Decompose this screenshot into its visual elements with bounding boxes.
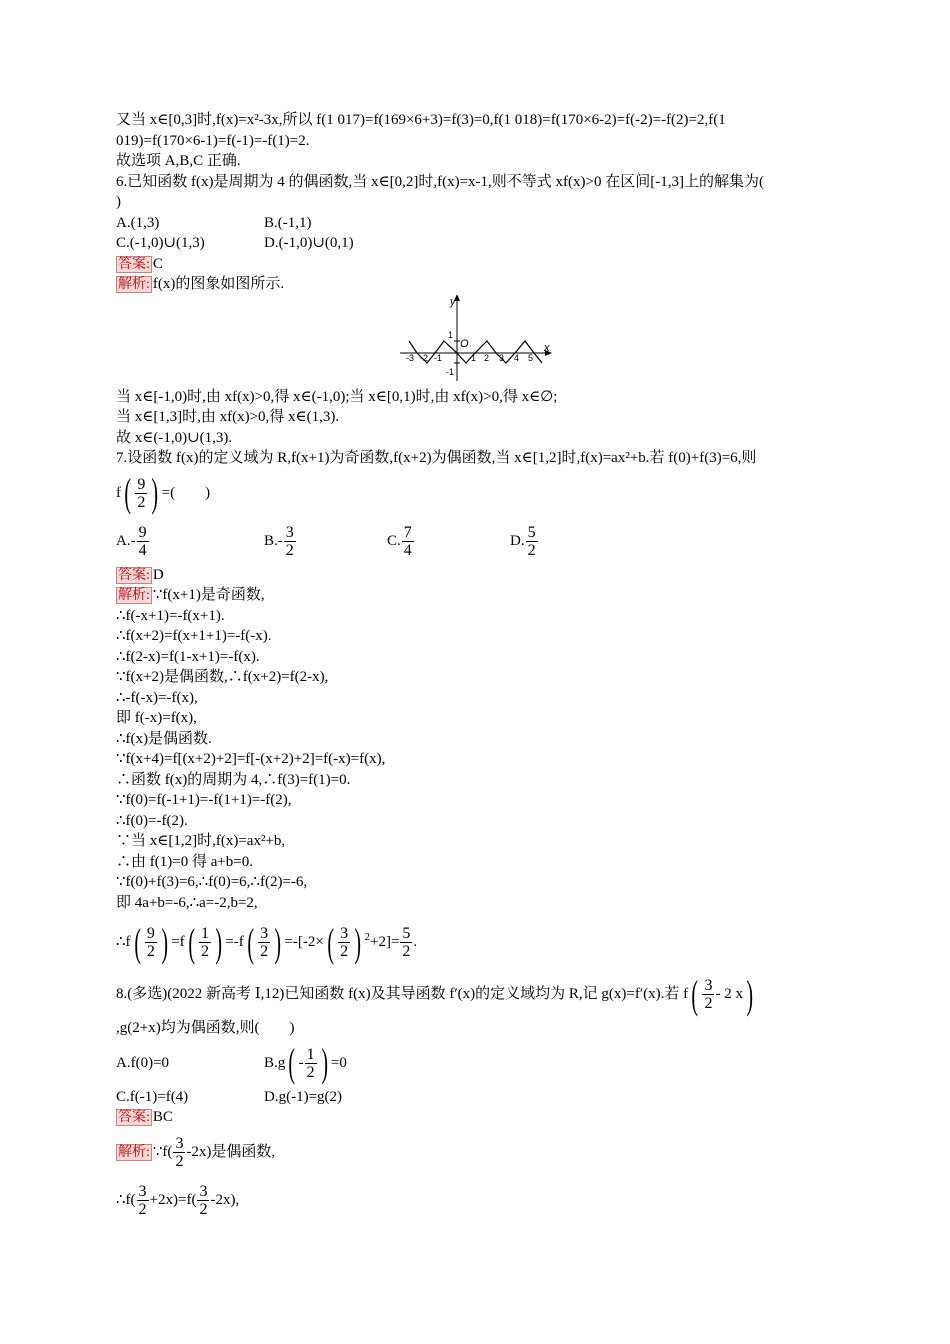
analysis-tag: 解析: (118, 588, 150, 603)
answer-value: BC (152, 1109, 173, 1125)
text-line: ∵f(x+2)是偶函数,∴f(x+2)=f(2-x), (116, 669, 329, 685)
analysis-tag: 解析: (118, 1144, 150, 1160)
text-line: ∴函数 f(x)的周期为 4,∴f(3)=f(1)=0. (116, 771, 351, 788)
q6-option-a: A.(1,3) (116, 214, 160, 231)
text-line: ∴-f(-x)=-f(x), (116, 689, 198, 706)
analysis-tag: 解析: (118, 277, 150, 292)
q7-options (116, 517, 836, 565)
x-tick-label: -1 (434, 352, 443, 363)
x-tick-label: -3 (406, 352, 415, 363)
origin-label: O (460, 337, 469, 350)
q7-option-b: B.- $\frac{3}{2}$ (264, 523, 294, 559)
q8-options-row1 (116, 1039, 836, 1087)
answer-tag: 答案: (118, 1110, 150, 1125)
analysis-text: f(x)的图象如图所示. (152, 276, 285, 292)
q6-analysis (116, 274, 836, 295)
text-line: ∵f(x+4)=f[(x+2)+2]=f[-(x+2)+2]=f(-x)=f(x), (116, 751, 386, 767)
x-axis-label: x (544, 341, 550, 354)
text-line: ∵f(0)+f(3)=6,∴f(0)=6,∴f(2)=-6, (116, 874, 308, 890)
x-tick-label: 5 (528, 352, 534, 363)
text-line: 故 x∈(-1,0)∪(1,3). (116, 429, 233, 446)
text-line: ∴f(-x+1)=-f(x+1). (116, 607, 225, 624)
text-line: ∴f(x+2)=f(x+1+1)=-f(-x). (116, 628, 272, 644)
answer-tag: 答案: (118, 256, 150, 272)
q6-option-d: D.(-1,0)∪(0,1) (264, 235, 354, 251)
q7-stem-formula: f( $\frac{9}{2}$ ) =( ) (116, 470, 211, 516)
q7-answer (116, 565, 836, 586)
text-line: 又当 x∈[0,3]时,f(x)=x²-3x,所以 f(1 017)=f(169×6+3)=f(3)=0,f(1 018)=f(170×6-2)=f(-2)=-f(2)=2,f(1 (116, 112, 726, 128)
y-tick-label: 1 (448, 329, 454, 340)
q8-options-row2 (116, 1087, 836, 1108)
q6-option-c: C.(-1,0)∪(1,3) (116, 235, 205, 251)
x-tick-label: 2 (484, 352, 490, 363)
text-line: 即 4a+b=-6,∴a=-2,b=2, (116, 894, 258, 911)
fraction: $\frac{9}{2}$ (137, 475, 146, 511)
answer-tag: 答案: (118, 567, 150, 583)
text-line: 当 x∈[-1,0)时,由 xf(x)>0,得 x∈(-1,0);当 x∈[0,1)时,由 xf(x)>0,得 x∈∅; (116, 388, 558, 405)
q8-stem-end: ,g(2+x)均为偶函数,则( ) (116, 1020, 295, 1036)
text-line: ∴f(2-x)=f(1-x+1)=-f(x). (116, 648, 260, 665)
q7-option-a: A.- $\frac{9}{4}$ (116, 523, 147, 559)
q6-answer (116, 254, 836, 275)
q8-option-b: B.g( - $\frac{1}{2}$ ) =0 (264, 1040, 347, 1086)
function-graph-svg (116, 295, 836, 387)
x-tick-label: -2 (420, 352, 429, 363)
answer-value: C (152, 255, 163, 272)
q8-analysis: 解析: ∵f( $\frac{3}{2}$ -2x)是偶函数, (118, 1134, 276, 1170)
q7-analysis (116, 585, 836, 606)
x-tick-label: 1 (471, 352, 477, 363)
q6-stem: 6.已知函数 f(x)是周期为 4 的偶函数,当 x∈[0,2]时,f(x)=x-1,则不等式 xf(x)>0 在区间[-1,3]上的解集为( (116, 173, 764, 190)
q8-analysis-line2: ∴f( $\frac{3}{2}$ +2x)=f( $\frac{3}{2}$ -2x), (116, 1182, 240, 1218)
q8-option-c: C.f(-1)=f(4) (116, 1088, 189, 1105)
q6-options-row1 (116, 213, 836, 234)
q8-option-a: A.f(0)=0 (116, 1054, 170, 1071)
answer-value: D (152, 566, 164, 583)
text-line: ∴f(0)=-f(2). (116, 812, 188, 829)
text-line: ∴由 f(1)=0 得 a+b=0. (116, 853, 254, 870)
text-line: ∴f(x)是偶函数. (116, 730, 212, 747)
text-line: 019)=f(170×6-1)=f(-1)=-f(1)=2. (116, 132, 310, 149)
q6-option-b: B.(-1,1) (264, 214, 312, 231)
q6-stem-end: ) (116, 194, 121, 210)
q7-option-c: C. $\frac{7}{4}$ (387, 523, 412, 559)
text-line: 即 f(-x)=f(x), (116, 710, 197, 726)
y-axis-label: y (450, 295, 456, 308)
text-line: ∵f(0)=f(-1+1)=-f(1+1)=-f(2), (116, 792, 292, 808)
text-line: ∵当 x∈[1,2]时,f(x)=ax²+b, (116, 833, 286, 849)
q8-option-d: D.g(-1)=g(2) (264, 1088, 343, 1105)
document-page (116, 110, 836, 1224)
text-line: 当 x∈[1,3]时,由 xf(x)>0,得 x∈(1,3). (116, 409, 340, 425)
y-tick-label: -1 (446, 366, 455, 377)
q7-option-d: D. $\frac{5}{2}$ (510, 523, 536, 559)
text-line: 故选项 A,B,C 正确. (116, 153, 241, 169)
q6-options-row2 (116, 233, 836, 254)
q7-stem: 7.设函数 f(x)的定义域为 R,f(x+1)为奇函数,f(x+2)为偶函数,当 x∈[1,2]时,f(x)=ax²+b.若 f(0)+f(3)=6,则 (116, 450, 757, 466)
function-graph (116, 295, 836, 387)
analysis-text: ∵f(x+1)是奇函数, (152, 587, 265, 603)
blank-paren: =( ) (161, 484, 211, 501)
q8-answer (116, 1107, 836, 1128)
x-tick-label: 3 (499, 352, 505, 363)
q7-final-formula: ∴f( $\frac{9}{2}$ ) =f( $\frac{1}{2}$ ) =-f( $\frac{3}{2}$ ) =-[-2×( $\frac{3}{2}$ ) $^2$+2]= $\frac{5}{2}$ . (116, 919, 418, 965)
function-symbol: f (116, 484, 121, 501)
q8-stem: 8.(多选)(2022 新高考 Ⅰ,12)已知函数 f(x)及其导函数 f′(x)的定义域均为 R,记 g(x)=f′(x).若 f( $\frac{3}{2}$ - 2 x) (116, 971, 753, 1017)
x-tick-label: 4 (514, 352, 520, 363)
